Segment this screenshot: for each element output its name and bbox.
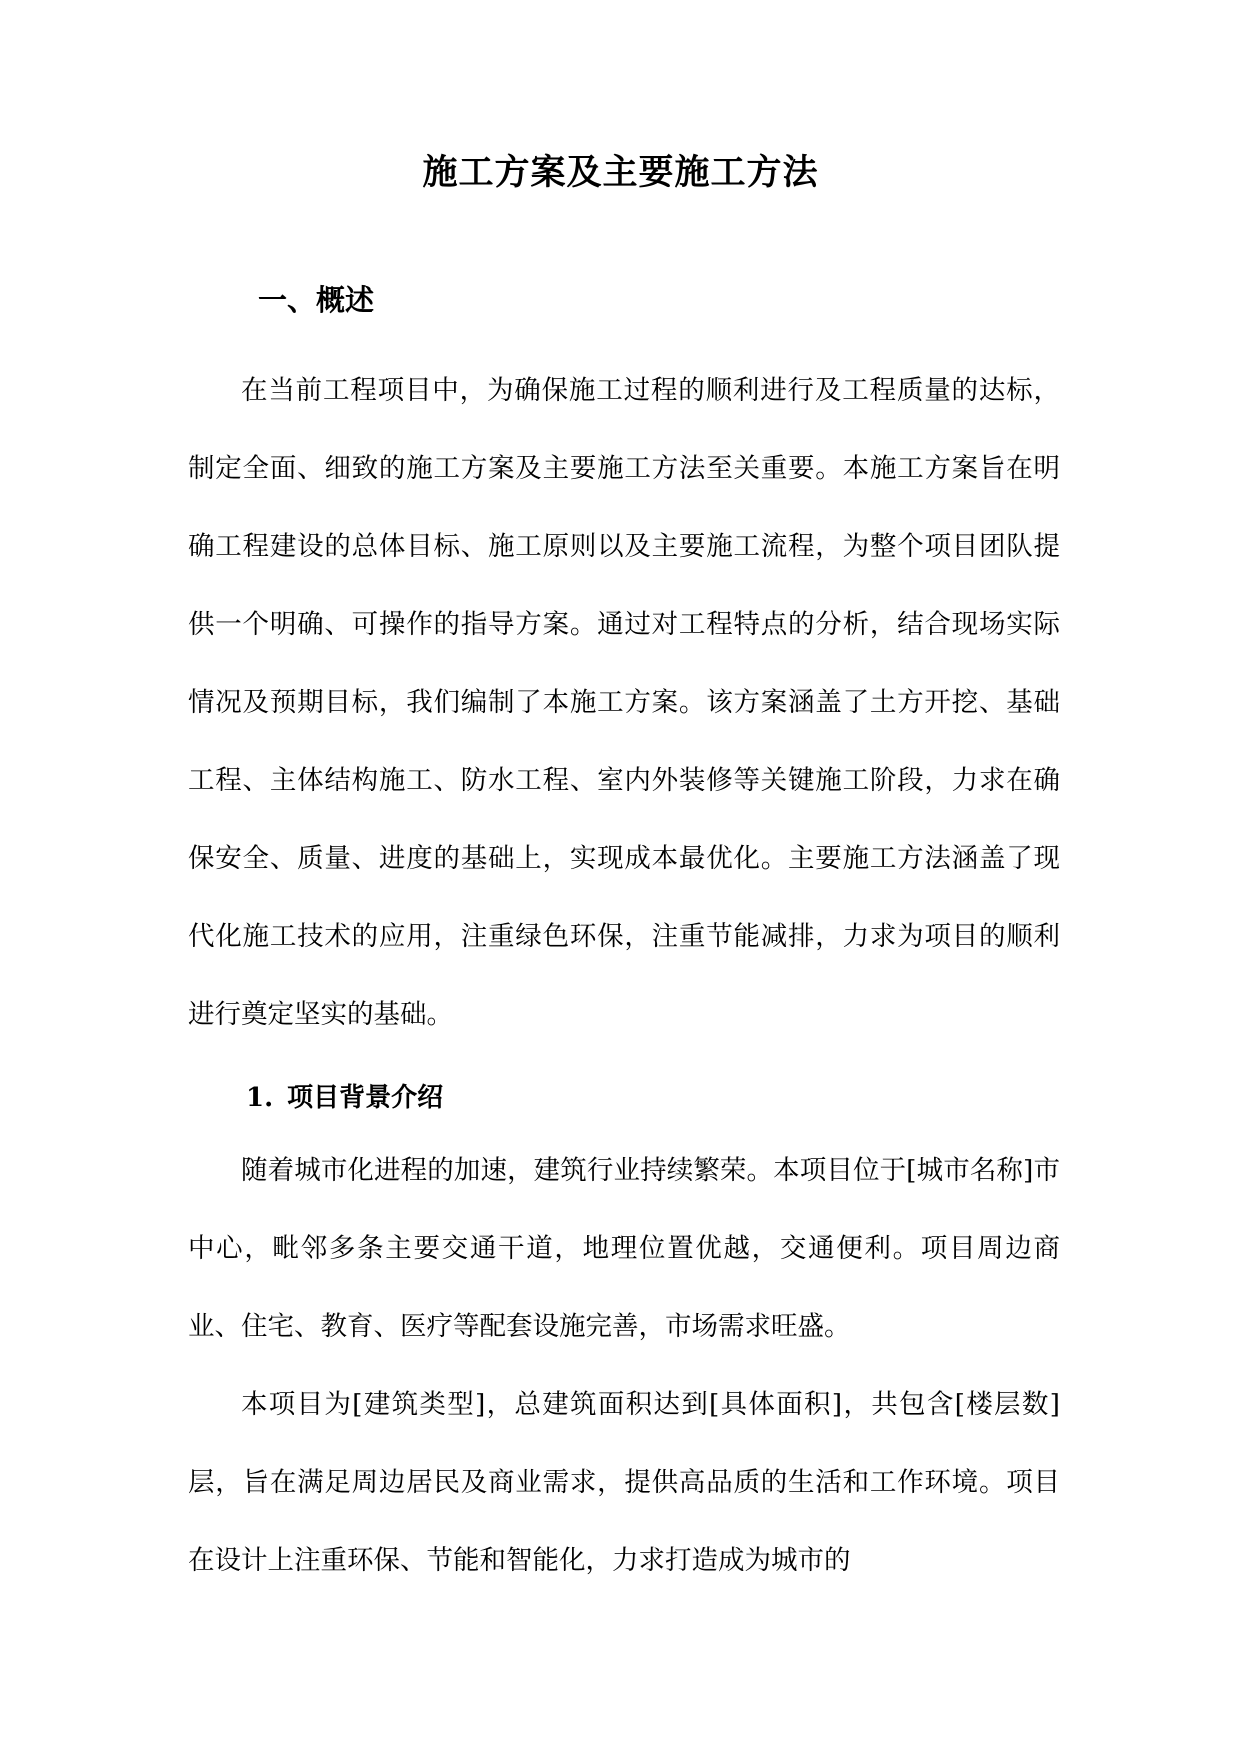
subsection-heading-project-background: [246, 1078, 443, 1118]
subsection-title: 项目背景介绍: [287, 1083, 444, 1113]
subsection-number: 1.: [246, 1083, 274, 1113]
project-background-paragraph-2: 本项目为[建筑类型]，总建筑面积达到[具体面积]，共包含[楼层数]层，旨在满足周边居民及商业需求，提供高品质的生活和工作环境。项目在设计上注重环保、节能和智能化，力求打造成为城市的: [188, 1389, 1060, 1576]
overview-paragraph: 在当前工程项目中，为确保施工过程的顺利进行及工程质量的达标，制定全面、细致的施工方案及主要施工方法至关重要。本施工方案旨在明确工程建设的总体目标、施工原则以及主要施工流程，为整个项目团队提供一个明确、可操作的指导方案。通过对工程特点的分析，结合现场实际情况及预期目标，我们编制了本施工方案。该方案涵盖了土方开挖、基础工程、主体结构施工、防水工程、室内外装修等关键施工阶段，力求在确保安全、质量、进度的基础上，实现成本最优化。主要施工方法涵盖了现代化施工技术的应用，注重绿色环保，注重节能减排，力求为项目的顺利进行奠定坚实的基础。: [188, 375, 1060, 1030]
document-title: 施工方案及主要施工方法: [422, 152, 819, 193]
project-background-paragraph-1: 随着城市化进程的加速，建筑行业持续繁荣。本项目位于[城市名称]市中心，毗邻多条主要交通干道，地理位置优越，交通便利。项目周边商业、住宅、教育、医疗等配套设施完善，市场需求旺盛。: [188, 1155, 1060, 1342]
section-heading-overview: 一、概述: [258, 283, 375, 317]
